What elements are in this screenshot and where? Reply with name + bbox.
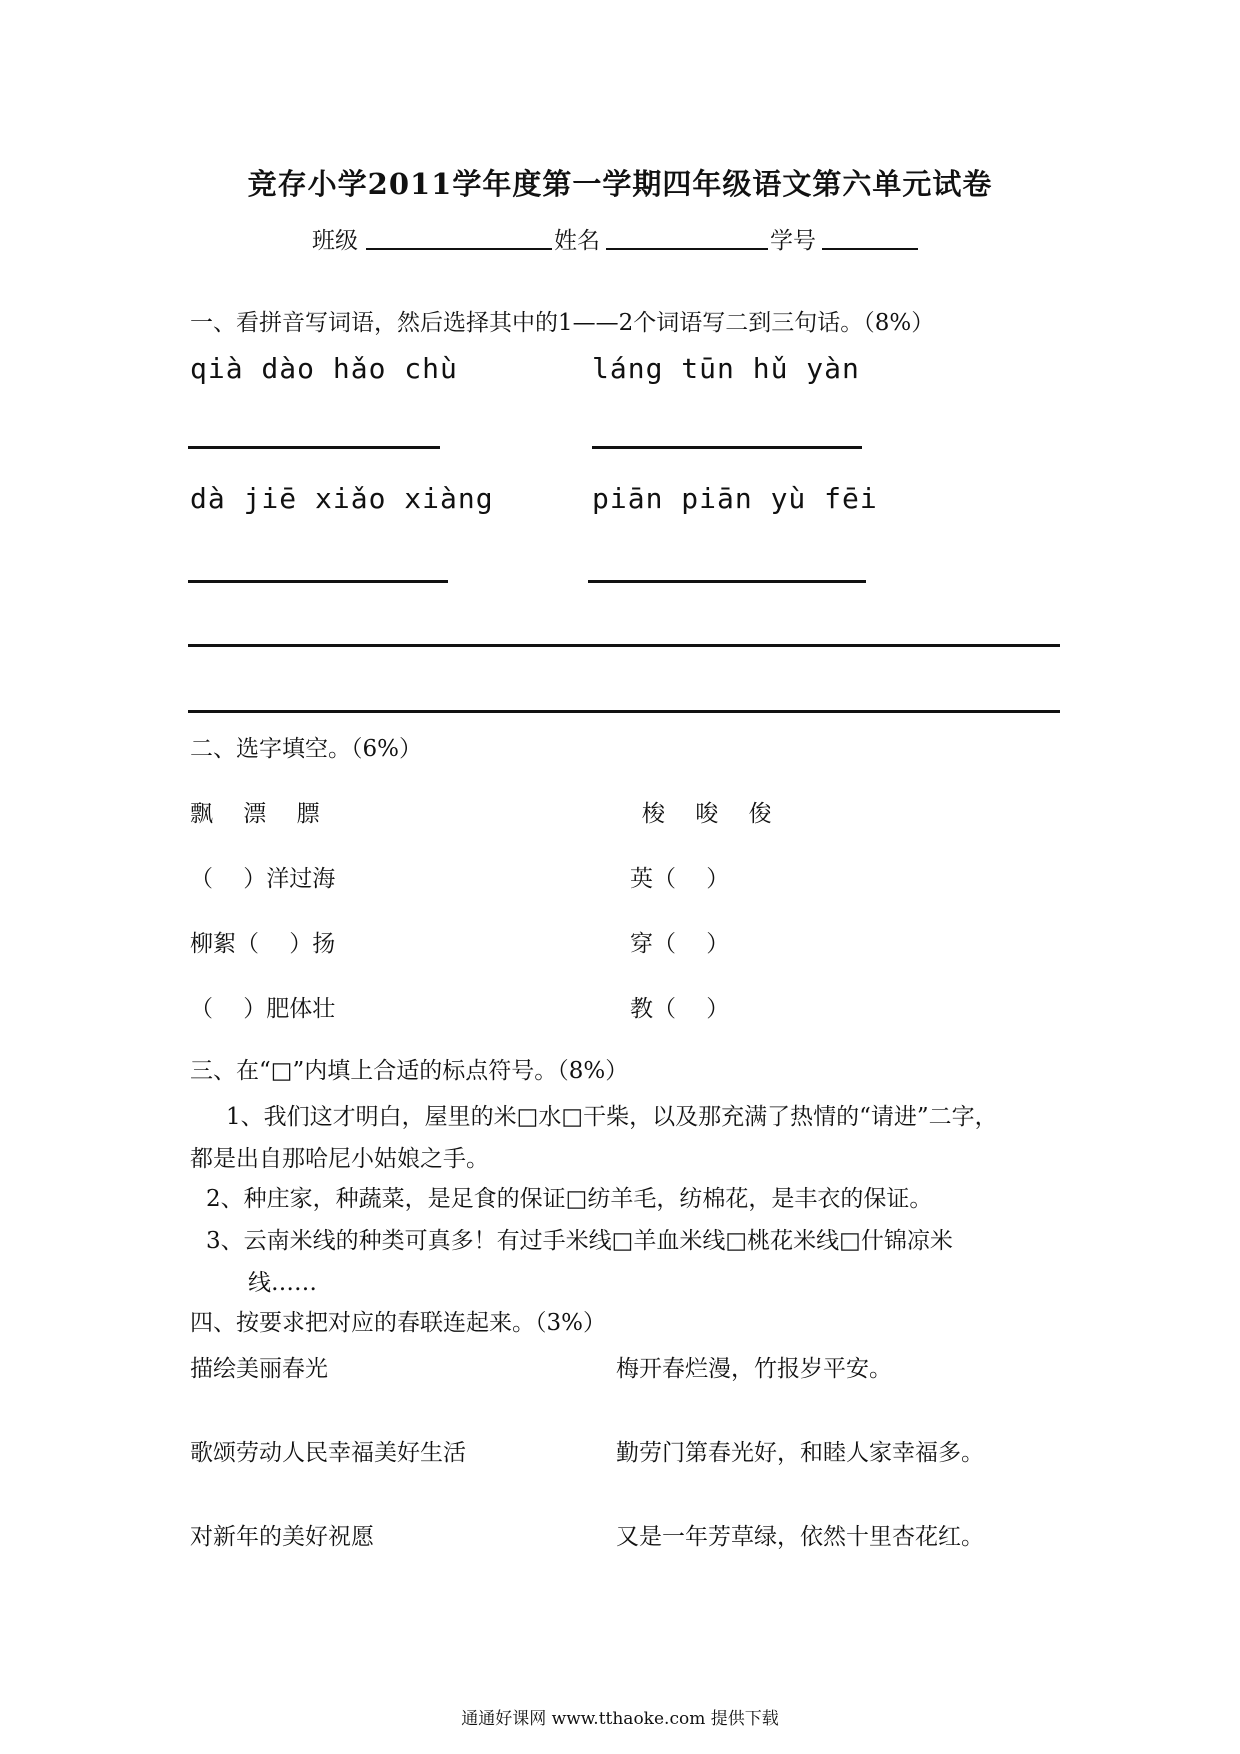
fill-item-left-1: （ ）洋过海	[190, 866, 336, 892]
couplet-text-3: 又是一年芳草绿，依然十里杏花红。	[616, 1524, 984, 1550]
page-title: 竞存小学2011学年度第一学期四年级语文第六单元试卷	[247, 167, 993, 201]
section3-heading: 三、在“□”内填上合适的标点符号。（8%）	[190, 1058, 629, 1084]
fill-item-right-3: 教（ ）	[630, 996, 730, 1022]
char-group-2: 梭 唆 俊	[642, 801, 772, 827]
footer-credit: 通通好课网 www.tthaoke.com 提供下载	[461, 1709, 779, 1729]
class-blank	[366, 248, 552, 250]
answer-line-4	[588, 580, 866, 583]
fill-item-left-3: （ ）肥体壮	[190, 996, 336, 1022]
punct-item-2: 2、种庄家，种蔬菜，是足食的保证□纺羊毛，纺棉花，是丰衣的保证。	[206, 1186, 933, 1212]
punct-item-1-line2: 都是出自那哈尼小姑娘之手。	[190, 1146, 489, 1172]
couplet-theme-3: 对新年的美好祝愿	[190, 1524, 374, 1550]
section4-heading: 四、按要求把对应的春联连起来。（3%）	[190, 1310, 606, 1336]
name-label: 姓名	[554, 228, 600, 254]
punct-item-3-line1: 3、云南米线的种类可真多！有过手米线□羊血米线□桃花米线□什锦凉米	[206, 1228, 953, 1254]
answer-line-2	[592, 446, 862, 449]
pinyin-3: dà jiē xiǎo xiàng	[190, 482, 494, 515]
sentence-line-2	[188, 710, 1060, 713]
fill-item-right-1: 英（ ）	[630, 866, 730, 892]
couplet-text-1: 梅开春烂漫，竹报岁平安。	[616, 1356, 892, 1382]
pinyin-1: qià dào hǎo chù	[190, 352, 458, 385]
fill-item-left-2: 柳絮（ ）扬	[190, 931, 336, 957]
name-blank	[606, 248, 768, 250]
couplet-theme-1: 描绘美丽春光	[190, 1356, 328, 1382]
id-label: 学号	[770, 228, 816, 254]
pinyin-4: piān piān yù fēi	[592, 482, 878, 515]
punct-item-3-line2: 线……	[248, 1270, 317, 1296]
char-group-1: 飘 漂 膘	[190, 801, 320, 827]
punct-item-1-line1: 1、我们这才明白，屋里的米□水□干柴，以及那充满了热情的“请进”二字，	[226, 1104, 998, 1130]
couplet-theme-2: 歌颂劳动人民幸福美好生活	[190, 1440, 466, 1466]
section1-heading: 一、看拼音写词语，然后选择其中的1——2个词语写二到三句话。（8%）	[190, 310, 935, 336]
sentence-line-1	[188, 644, 1060, 647]
section2-heading: 二、选字填空。（6%）	[190, 736, 422, 762]
fill-item-right-2: 穿（ ）	[630, 931, 730, 957]
answer-line-1	[188, 446, 440, 449]
id-blank	[822, 248, 918, 250]
answer-line-3	[188, 580, 448, 583]
couplet-text-2: 勤劳门第春光好，和睦人家幸福多。	[616, 1440, 984, 1466]
pinyin-2: láng tūn hǔ yàn	[592, 352, 860, 385]
class-label: 班级	[312, 228, 358, 254]
